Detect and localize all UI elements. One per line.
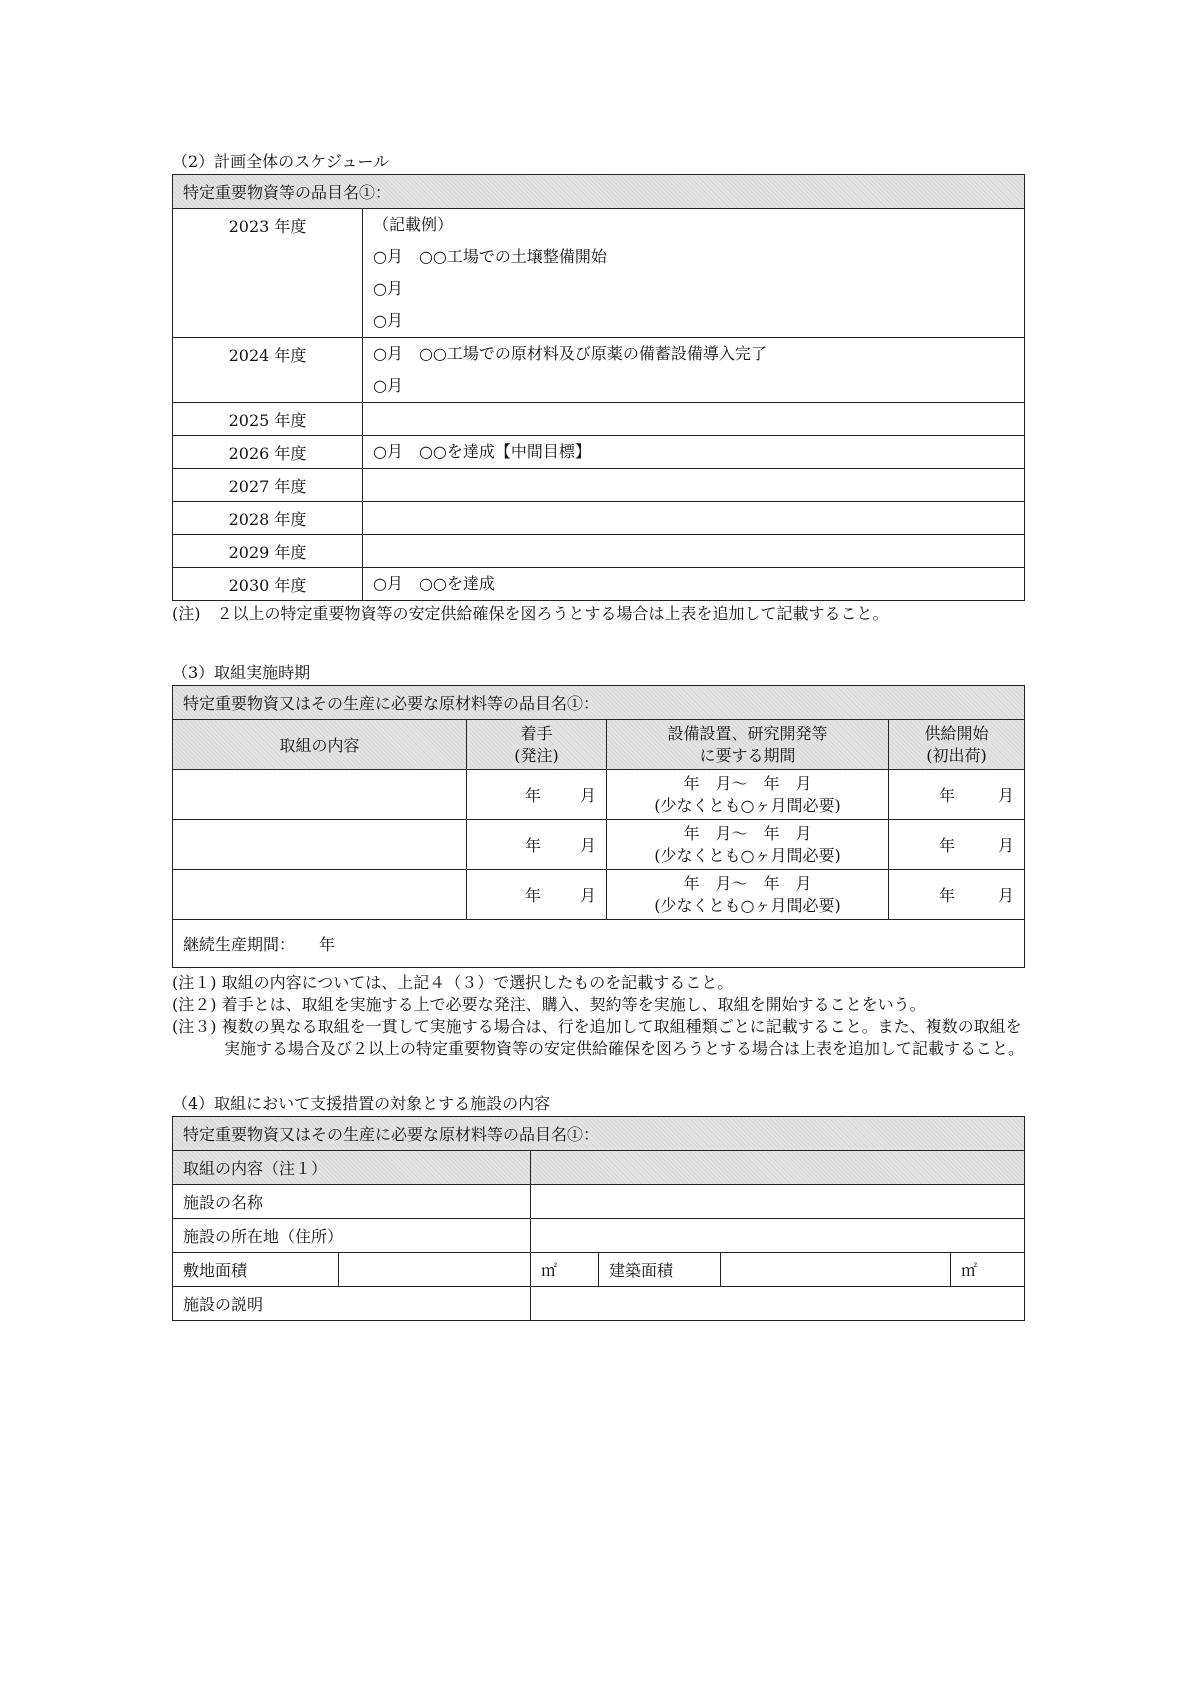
building-area-unit: ㎡	[951, 1253, 1025, 1287]
header-start: 着手 (発注)	[467, 720, 607, 770]
facility-content-label: 取組の内容（注１）	[173, 1151, 531, 1185]
section3-title: （3）取組実施時期	[172, 663, 311, 682]
header-content: 取組の内容	[173, 720, 467, 770]
timing-note: (注１) 取組の内容については、上記４（３）で選択したものを記載すること。	[172, 973, 734, 992]
schedule-content[interactable]	[363, 436, 1025, 469]
timing-start-cell[interactable]	[467, 820, 607, 870]
site-area-unit: ㎡	[531, 1253, 599, 1287]
schedule-product-label: 特定重要物資等の品目名①：	[173, 175, 1025, 209]
header-supply: 供給開始 (初出荷)	[889, 720, 1025, 770]
timing-start-cell[interactable]	[467, 870, 607, 920]
start-month: 月	[579, 886, 596, 905]
schedule-line: ○月 ○○工場での土壌整備開始	[373, 247, 607, 266]
site-area-label: 敷地面積	[173, 1253, 339, 1287]
schedule-line: ○月 ○○を達成	[373, 574, 495, 593]
schedule-year: 2026 年度	[173, 436, 363, 469]
schedule-row	[173, 338, 1025, 403]
timing-table	[172, 685, 1025, 968]
schedule-row	[173, 568, 1025, 601]
schedule-row	[173, 469, 1025, 502]
schedule-content[interactable]	[363, 502, 1025, 535]
timing-row	[173, 870, 1025, 920]
period-range: 年 月～ 年 月	[683, 773, 812, 793]
timing-row	[173, 820, 1025, 870]
schedule-year: 2030 年度	[173, 568, 363, 601]
schedule-content[interactable]	[363, 338, 1025, 403]
schedule-line	[373, 403, 1014, 435]
facility-name-value[interactable]	[531, 1185, 1025, 1219]
building-area-value[interactable]	[721, 1253, 951, 1287]
schedule-content[interactable]	[363, 403, 1025, 436]
schedule-year: 2027 年度	[173, 469, 363, 502]
facility-name-label: 施設の名称	[173, 1185, 531, 1219]
supply-month: 月	[998, 886, 1015, 905]
schedule-row	[173, 436, 1025, 469]
facility-address-label: 施設の所在地（住所）	[173, 1219, 531, 1253]
start-year: 年	[525, 886, 542, 905]
schedule-line	[373, 535, 1014, 567]
building-area-label: 建築面積	[599, 1253, 721, 1287]
schedule-content[interactable]	[363, 568, 1025, 601]
timing-period-cell[interactable]	[607, 820, 889, 870]
timing-content-cell[interactable]	[173, 820, 467, 870]
period-minimum: (少なくとも○ヶ月間必要)	[654, 845, 841, 865]
schedule-year: 2024 年度	[173, 338, 363, 403]
timing-period-cell[interactable]	[607, 770, 889, 820]
timing-row	[173, 770, 1025, 820]
schedule-content[interactable]	[363, 535, 1025, 568]
site-area-value[interactable]	[339, 1253, 531, 1287]
schedule-year: 2029 年度	[173, 535, 363, 568]
timing-header-row	[173, 720, 1025, 770]
schedule-row	[173, 209, 1025, 338]
timing-content-cell[interactable]	[173, 870, 467, 920]
schedule-line: ○月 ○○工場での原材料及び原薬の備蓄設備導入完了	[373, 344, 767, 363]
start-year: 年	[525, 836, 542, 855]
facility-content-value[interactable]	[531, 1151, 1025, 1185]
timing-content-cell[interactable]	[173, 770, 467, 820]
facility-desc-label: 施設の説明	[173, 1287, 531, 1321]
schedule-year: 2025 年度	[173, 403, 363, 436]
timing-note: (注３) 複数の異なる取組を一貫して実施する場合は、行を追加して取組種類ごとに記載すること。また、複数の取組を実施する場合及び２以上の特定重要物資等の安定供給確保を図ろうとする場合は上表を追加して記載すること。	[172, 1017, 1025, 1058]
schedule-line	[373, 502, 1014, 534]
start-month: 月	[579, 786, 596, 805]
schedule-row	[173, 535, 1025, 568]
timing-supply-cell[interactable]	[889, 870, 1025, 920]
facility-product-label: 特定重要物資又はその生産に必要な原材料等の品目名①：	[173, 1117, 1025, 1151]
schedule-line	[373, 469, 1014, 501]
timing-start-cell[interactable]	[467, 770, 607, 820]
start-year: 年	[525, 786, 542, 805]
header-period: 設備設置、研究開発等 に要する期間	[607, 720, 889, 770]
schedule-line: ○月 ○○を達成【中間目標】	[373, 442, 591, 461]
facility-table	[172, 1116, 1025, 1321]
schedule-year: 2028 年度	[173, 502, 363, 535]
timing-product-label: 特定重要物資又はその生産に必要な原材料等の品目名①：	[173, 686, 1025, 720]
section4-title: （4）取組において支援措置の対象とする施設の内容	[172, 1094, 551, 1113]
schedule-line: ○月	[373, 376, 403, 395]
period-range: 年 月～ 年 月	[683, 873, 812, 893]
schedule-note: (注) ２以上の特定重要物資等の安定供給確保を図ろうとする場合は上表を追加して記載すること。	[172, 604, 889, 623]
facility-desc-value[interactable]	[531, 1287, 1025, 1321]
facility-address-value[interactable]	[531, 1219, 1025, 1253]
period-minimum: (少なくとも○ヶ月間必要)	[654, 795, 841, 815]
period-range: 年 月～ 年 月	[683, 823, 812, 843]
schedule-row	[173, 403, 1025, 436]
schedule-line: ○月	[373, 279, 403, 298]
timing-supply-cell[interactable]	[889, 770, 1025, 820]
supply-year: 年	[939, 886, 956, 905]
start-month: 月	[579, 836, 596, 855]
schedule-line: ○月	[373, 311, 403, 330]
continuation-period: 継続生産期間： 年	[173, 920, 1025, 968]
timing-notes	[172, 972, 1024, 1060]
supply-month: 月	[998, 836, 1015, 855]
supply-year: 年	[939, 836, 956, 855]
supply-year: 年	[939, 786, 956, 805]
schedule-line: （記載例）	[373, 215, 454, 234]
timing-supply-cell[interactable]	[889, 820, 1025, 870]
timing-note: (注２) 着手とは、取組を実施する上で必要な発注、購入、契約等を実施し、取組を開始することをいう。	[172, 995, 926, 1014]
schedule-content[interactable]	[363, 209, 1025, 338]
timing-period-cell[interactable]	[607, 870, 889, 920]
schedule-row	[173, 502, 1025, 535]
section2-title: （2）計画全体のスケジュール	[172, 152, 390, 171]
schedule-content[interactable]	[363, 469, 1025, 502]
period-minimum: (少なくとも○ヶ月間必要)	[654, 895, 841, 915]
schedule-table	[172, 174, 1025, 601]
timing-body	[173, 770, 1025, 920]
schedule-year: 2023 年度	[173, 209, 363, 338]
schedule-body	[173, 209, 1025, 601]
supply-month: 月	[998, 786, 1015, 805]
document-page	[172, 150, 1024, 1321]
